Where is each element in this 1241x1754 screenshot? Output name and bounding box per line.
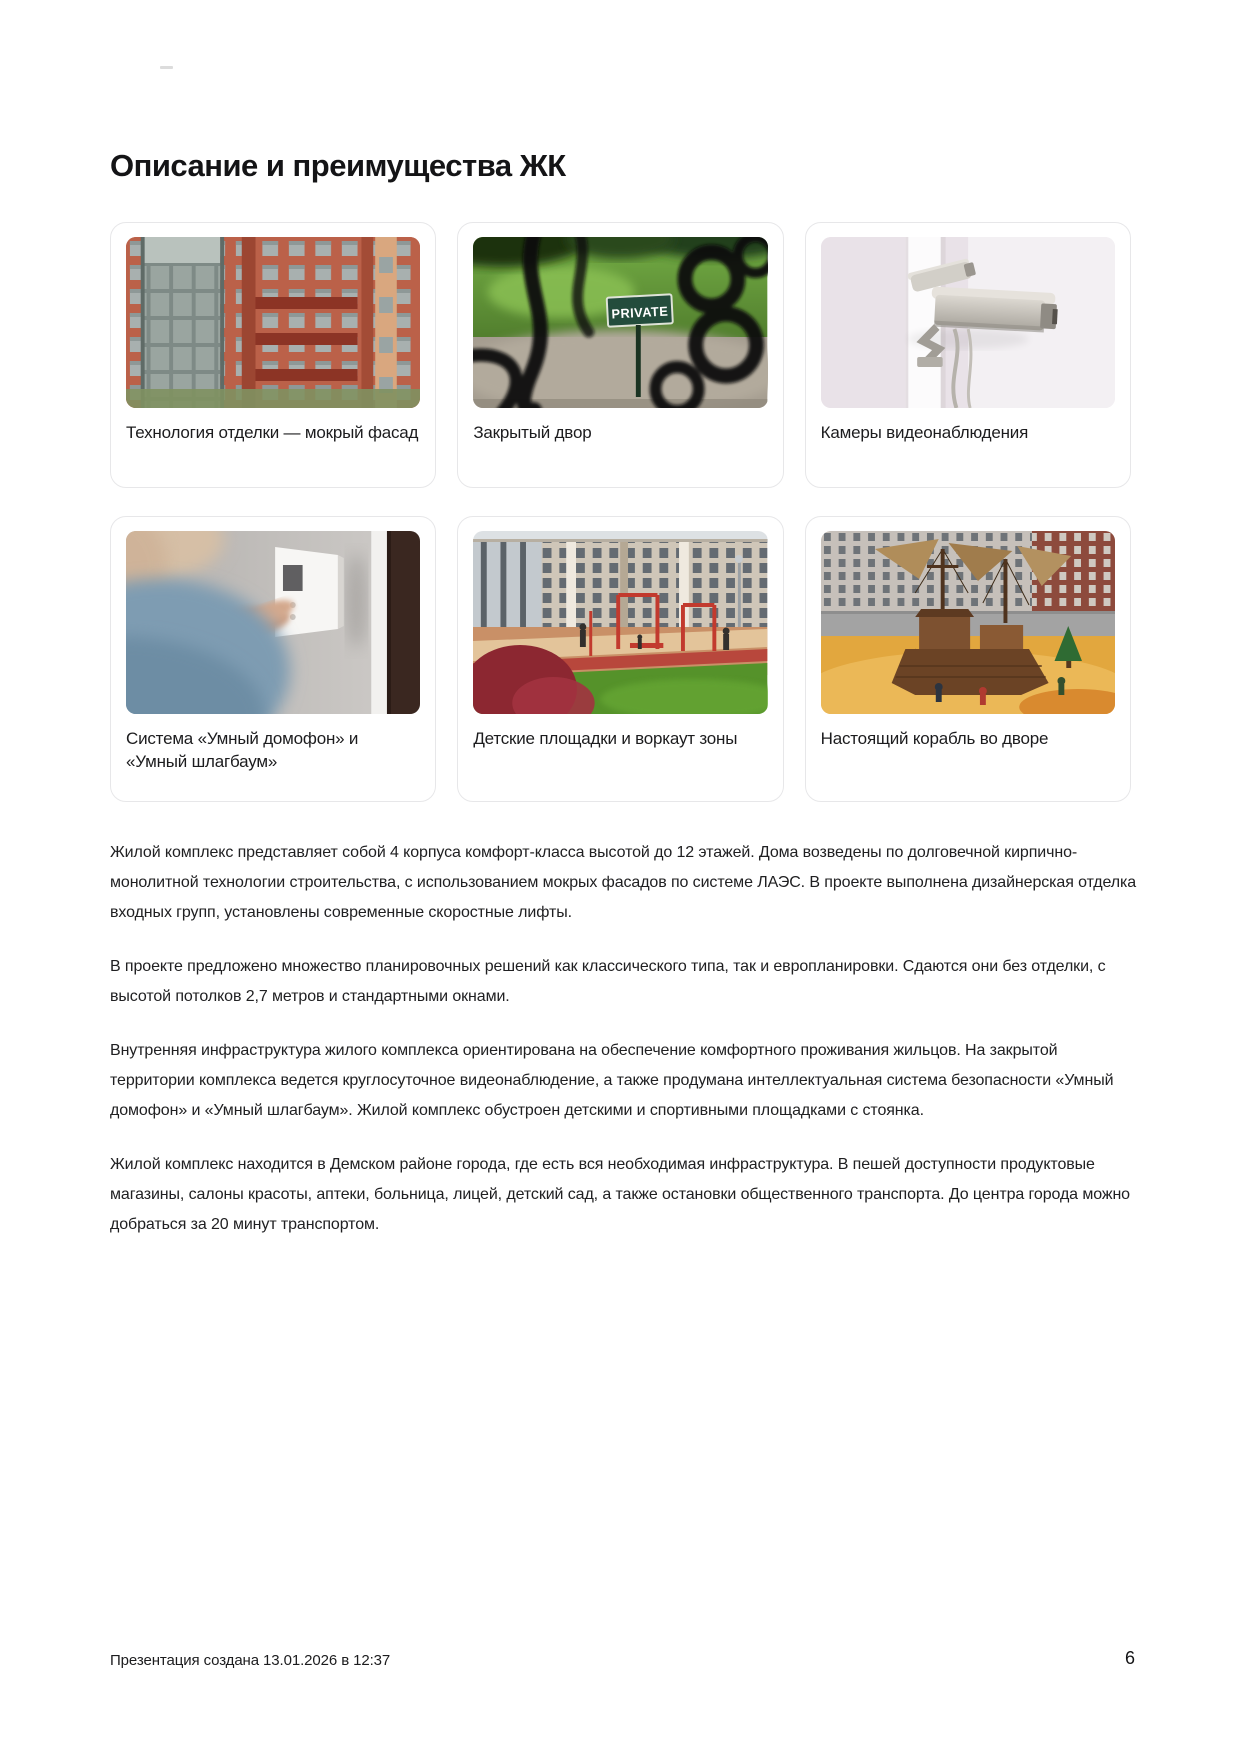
card-caption: Настоящий корабль во дворе [820,729,1049,748]
card-caption: Камеры видеонаблюдения [820,423,1029,442]
feature-card-cctv [805,222,1131,488]
feature-card-ship [805,516,1131,802]
feature-card-closed-yard [457,222,783,488]
card-caption: Технология отделки — мокрый фасад [126,423,419,442]
footer-created-text: Презентация создана 13.01.2026 в 12:37 [110,1652,391,1669]
feature-card-smart-intercom [110,516,436,802]
feature-card-wet-facade [110,222,436,488]
description-paragraph-1: Жилой комплекс представляет собой 4 корпуса комфорт-класса высотой до 12 этажей. Дома возведены по долговечной кирпично-монолитной технологии строительства, с использованием мокрых фасадов по системе ЛАЭС. В проекте выполнена дизайнерская отделка входных групп, установлены современные скоростные лифты. [110,844,1137,921]
description-paragraph-4: Жилой комплекс находится в Демском районе города, где есть вся необходимая инфраструктура. В пешей доступности продуктовые магазины, салоны красоты, аптеки, больница, лицей, детский сад, а также остановки общественного транспорта. До центра города можно добраться за 20 минут транспортом. [110,1156,1130,1233]
page-title: Описание и преимущества ЖК [110,148,566,183]
private-sign-text: PRIVATE [611,303,669,322]
ship-playground-photo [821,531,1115,714]
footer-page-number: 6 [1124,1648,1135,1668]
card-caption: Закрытый двор [473,423,592,442]
card-caption: Детские площадки и воркаут зоны [473,729,738,748]
brick-building-photo [126,237,420,408]
card-caption: Система «Умный домофон» и «Умный шлагбаум» [126,729,359,771]
private-gate-photo [473,237,767,408]
smart-intercom-photo [126,531,420,714]
description-paragraph-3: Внутренняя инфраструктура жилого комплекса ориентирована на обеспечение комфортного проживания жильцов. На закрытой территории комплекса ведется круглосуточное видеонаблюдение, а также продумана интеллектуальная система безопасности «Умный домофон» и «Умный шлагбаум». Жилой комплекс обустроен детскими и спортивными площадками с стоянка. [110,1042,1114,1119]
feature-card-playground [457,516,783,802]
description-text [110,838,1137,1264]
features-grid [110,222,1131,802]
cctv-cameras-photo [821,237,1115,408]
description-paragraph-2: В проекте предложено множество планировочных решений как классического типа, так и европланировки. Сдаются они без отделки, с высотой потолков 2,7 метров и стандартными окнами. [110,958,1106,1005]
playground-workout-photo [473,531,767,714]
logo-mark [160,66,173,69]
